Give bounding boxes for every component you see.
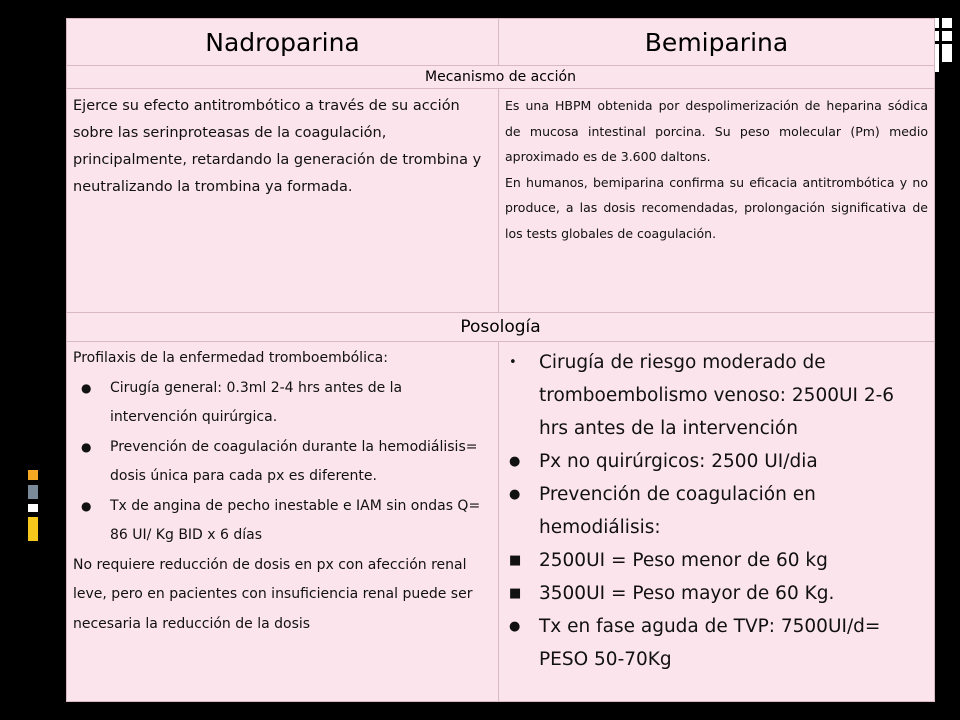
posology-row bbox=[67, 342, 935, 702]
deco-square bbox=[942, 18, 952, 28]
list-item-text: Prevención de coagulación en hemodiálisis: bbox=[539, 484, 816, 538]
list-item-text: Prevención de coagulación durante la hemodiálisis= dosis única para cada px es diferente. bbox=[110, 438, 478, 484]
square-bullet-icon: ■ bbox=[509, 586, 522, 601]
list-item bbox=[505, 478, 928, 544]
section-label-mechanism: Mecanismo de acción bbox=[67, 66, 935, 89]
bullet-icon: ● bbox=[81, 498, 92, 513]
accent-block bbox=[28, 517, 38, 541]
posology-left-list bbox=[73, 374, 492, 551]
posology-bemiparina bbox=[499, 342, 935, 702]
section-label-posology: Posología bbox=[67, 313, 935, 342]
header-nadroparina: Nadroparina bbox=[67, 19, 499, 66]
list-item bbox=[73, 433, 492, 492]
bullet-icon: • bbox=[509, 355, 517, 370]
side-accent-blocks bbox=[28, 470, 38, 546]
section-row-posology bbox=[67, 313, 935, 342]
list-item bbox=[505, 577, 928, 610]
mechanism-row bbox=[67, 89, 935, 313]
bullet-icon: ● bbox=[509, 454, 521, 469]
header-bemiparina: Bemiparina bbox=[499, 19, 935, 66]
accent-block bbox=[28, 485, 38, 499]
header-row bbox=[67, 19, 935, 66]
list-item bbox=[73, 374, 492, 433]
mechanism-bemiparina bbox=[499, 89, 935, 313]
accent-block bbox=[28, 504, 38, 512]
list-item bbox=[73, 492, 492, 551]
mechanism-bemiparina-p1: Es una HBPM obtenida por despolimerización de heparina sódica de mucosa intestinal porcina. Su peso molecular (Pm) medio aproximado es de 3.600 daltons. bbox=[505, 98, 928, 164]
bullet-icon: ● bbox=[81, 380, 92, 395]
list-item-text: Cirugía de riesgo moderado de tromboembolismo venoso: 2500UI 2-6 hrs antes de la intervención bbox=[539, 352, 895, 439]
list-item bbox=[505, 610, 928, 676]
square-bullet-icon: ■ bbox=[509, 553, 522, 568]
posology-left-outro: No requiere reducción de dosis en px con afección renal leve, pero en pacientes con insuficiencia renal puede ser necesaria la reducción de la dosis bbox=[73, 556, 473, 632]
accent-block bbox=[28, 470, 38, 480]
mechanism-nadroparina: Ejerce su efecto antitrombótico a través de su acción sobre las serinproteasas de la coagulación, principalmente, retardando la generación de trombina y neutralizando la trombina ya formada. bbox=[67, 89, 499, 313]
list-item-text: Px no quirúrgicos: 2500 UI/dia bbox=[539, 451, 818, 472]
list-item bbox=[505, 445, 928, 478]
mechanism-bemiparina-p2: En humanos, bemiparina confirma su eficacia antitrombótica y no produce, a las dosis recomendadas, prolongación significativa de los tests globales de coagulación. bbox=[505, 174, 928, 241]
list-item-text: Tx en fase aguda de TVP: 7500UI/d= PESO 50-70Kg bbox=[539, 616, 881, 670]
list-item-text: Tx de angina de pecho inestable e IAM sin ondas Q= 86 UI/ Kg BID x 6 días bbox=[110, 497, 481, 543]
bullet-icon: ● bbox=[81, 439, 92, 454]
deco-square bbox=[942, 44, 952, 62]
comparison-table bbox=[66, 18, 935, 702]
deco-square bbox=[942, 31, 952, 41]
posology-right-list bbox=[505, 346, 928, 676]
posology-left-intro: Profilaxis de la enfermedad tromboembólica: bbox=[73, 350, 388, 366]
list-item-text: 3500UI = Peso mayor de 60 Kg. bbox=[539, 583, 835, 604]
section-row-mechanism bbox=[67, 66, 935, 89]
list-item-text: Cirugía general: 0.3ml 2-4 hrs antes de la intervención quirúrgica. bbox=[110, 379, 403, 425]
list-item-text: 2500UI = Peso menor de 60 kg bbox=[539, 550, 828, 571]
posology-nadroparina bbox=[67, 342, 499, 702]
bullet-icon: ● bbox=[509, 487, 521, 502]
list-item bbox=[505, 346, 928, 445]
bullet-icon: ● bbox=[509, 619, 521, 634]
list-item bbox=[505, 544, 928, 577]
